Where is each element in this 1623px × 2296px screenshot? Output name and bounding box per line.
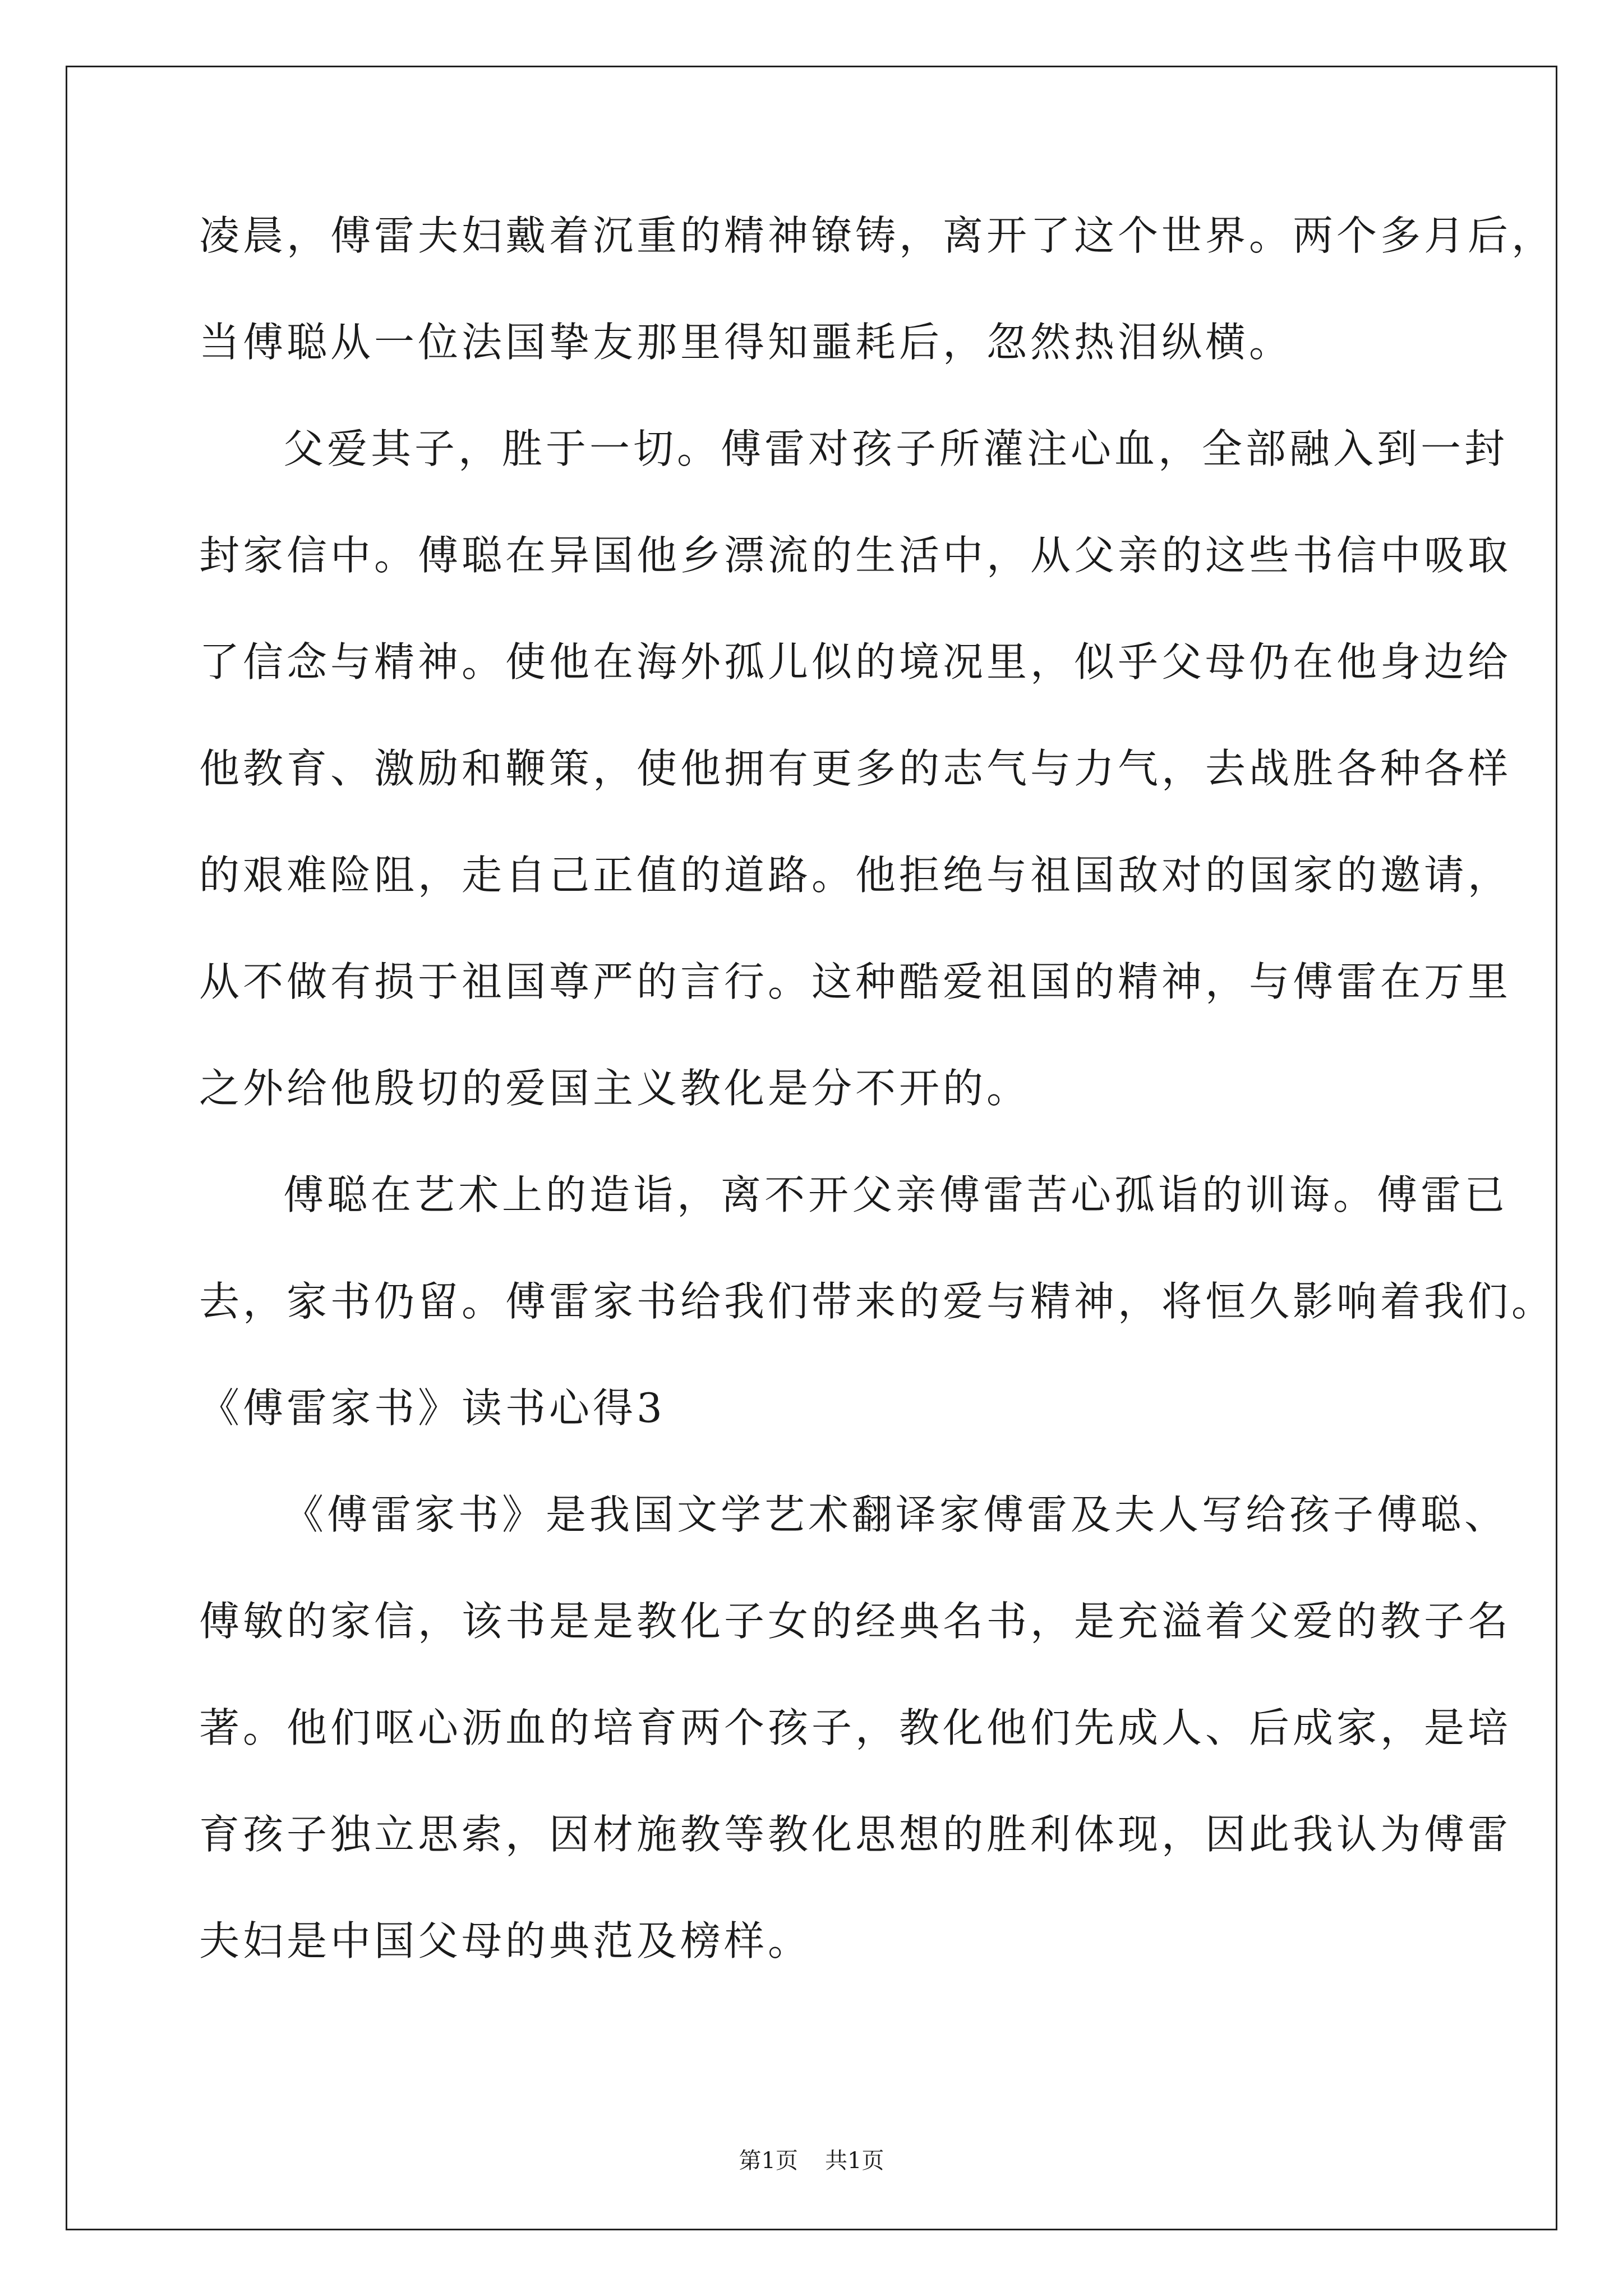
text-line: 育孩子独立思索，因材施教等教化思想的胜利体现，因此我认为傅雷 bbox=[199, 1811, 1512, 1858]
text-line: 从不做有损于祖国尊严的言行。这种酷爱祖国的精神，与傅雷在万里 bbox=[199, 958, 1512, 1005]
page-number-total: 共1页 bbox=[825, 2148, 884, 2174]
text-line: 了信念与精神。使他在海外孤儿似的境况里，似乎父母仍在他身边给 bbox=[199, 638, 1512, 685]
text-line: 《傅雷家书》是我国文学艺术翻译家傅雷及夫人写给孩子傅聪、 bbox=[283, 1491, 1509, 1538]
text-line: 傅敏的家信，该书是是教化子女的经典名书，是充溢着父爱的教子名 bbox=[199, 1598, 1512, 1645]
page-number-current: 第1页 bbox=[739, 2148, 798, 2174]
text-line: 当傅聪从一位法国挚友那里得知噩耗后，忽然热泪纵横。 bbox=[199, 319, 1293, 366]
paragraph-1 bbox=[199, 202, 1556, 415]
text-line: 封家信中。傅聪在异国他乡漂流的生活中，从父亲的这些书信中吸取 bbox=[199, 532, 1512, 579]
text-line: 去，家书仍留。傅雷家书给我们带来的爱与精神，将恒久影响着我们。 bbox=[199, 1278, 1556, 1325]
document-body bbox=[199, 202, 1556, 2014]
text-line: 他教育、激励和鞭策，使他拥有更多的志气与力气，去战胜各种各样 bbox=[199, 745, 1512, 792]
text-line: 夫妇是中国父母的典范及榜样。 bbox=[199, 1917, 812, 1964]
text-line: 的艰难险阻，走自己正值的道路。他拒绝与祖国敌对的国家的邀请， bbox=[199, 852, 1512, 899]
text-line: 凌晨，傅雷夫妇戴着沉重的精神镣铸，离开了这个世界。两个多月后， bbox=[199, 212, 1556, 259]
page-footer bbox=[0, 2143, 1623, 2175]
section-heading: 《傅雷家书》读书心得3 bbox=[199, 1384, 666, 1432]
paragraph-3 bbox=[199, 1161, 1556, 1374]
text-line: 著。他们呕心沥血的培育两个孩子，教化他们先成人、后成家，是培 bbox=[199, 1704, 1512, 1751]
paragraph-2 bbox=[199, 415, 1512, 1161]
text-line: 之外给他殷切的爱国主义教化是分不开的。 bbox=[199, 1065, 1031, 1112]
text-line: 傅聪在艺术上的造诣，离不开父亲傅雷苦心孤诣的训诲。傅雷已 bbox=[283, 1171, 1509, 1218]
paragraph-4 bbox=[199, 1481, 1512, 2014]
text-line: 父爱其子，胜于一切。傅雷对孩子所灌注心血，全部融入到一封 bbox=[283, 425, 1509, 472]
